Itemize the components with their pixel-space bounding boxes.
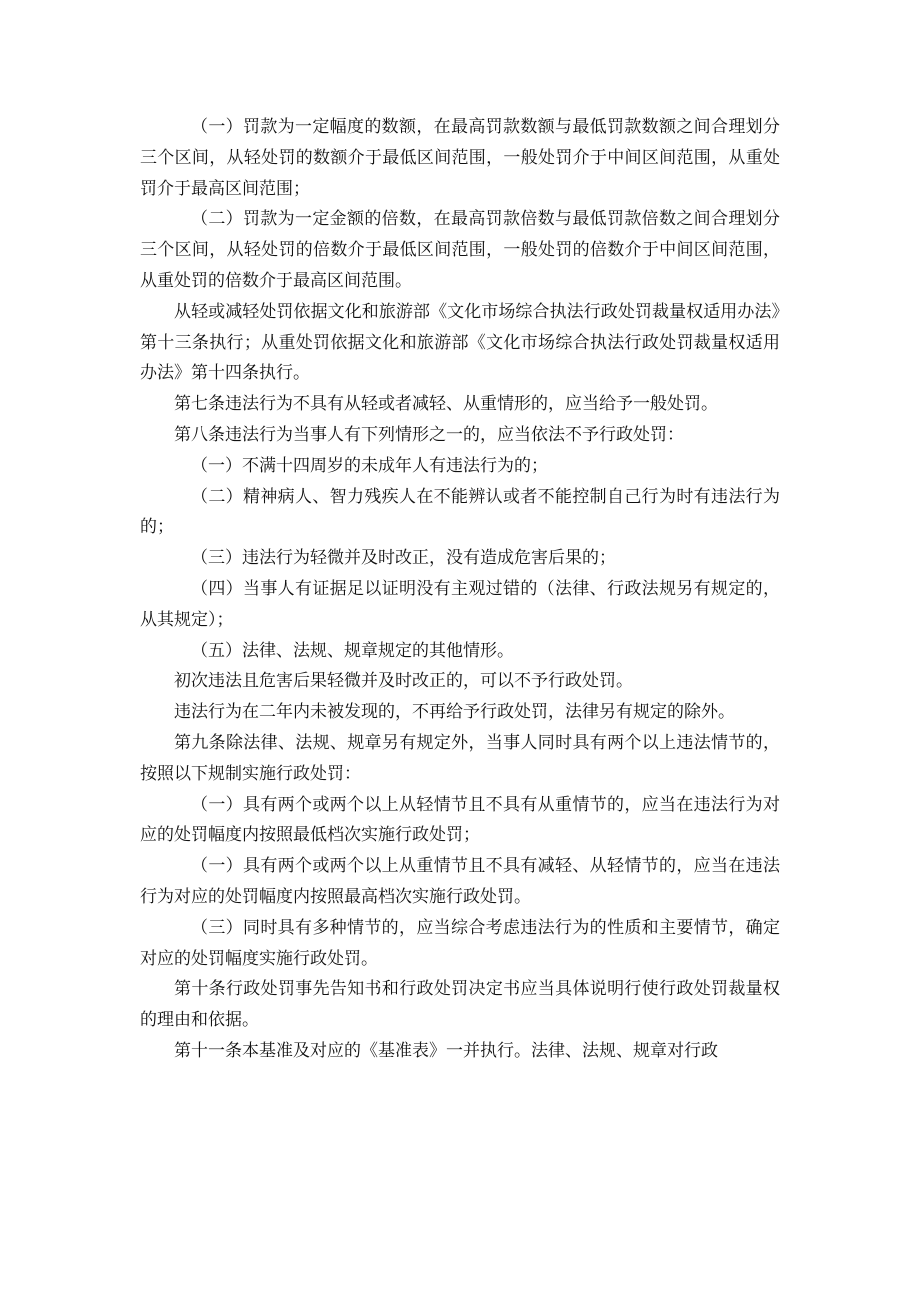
paragraph-article-9-item-1: （一）具有两个或两个以上从轻情节且不具有从重情节的，应当在违法行为对应的处罚幅度内按照最低档次实施行政处罚； xyxy=(140,794,780,846)
paragraph-article-9: 第九条除法律、法规、规章另有规定外，当事人同时具有两个以上违法情节的，按照以下规制实施行政处罚： xyxy=(140,732,780,784)
paragraph-lighter-heavier-basis: 从轻或减轻处罚依据文化和旅游部《文化市场综合执法行政处罚裁量权适用办法》第十三条执行；从重处罚依据文化和旅游部《文化市场综合执法行政处罚裁量权适用办法》第十四条执行。 xyxy=(140,301,780,384)
paragraph-article-11: 第十一条本基准及对应的《基准表》一并执行。法律、法规、规章对行政 xyxy=(174,1040,718,1061)
paragraph-article-9-item-2: （一）具有两个或两个以上从重情节且不具有减轻、从轻情节的，应当在违法行为对应的处罚幅度内按照最高档次实施行政处罚。 xyxy=(140,856,780,907)
paragraph-article-8-item-2: （二）精神病人、智力残疾人在不能辨认或者不能控制自己行为时有违法行为的； xyxy=(140,486,780,538)
document-body xyxy=(140,112,780,1067)
paragraph-article-8-item-1: （一）不满十四周岁的未成年人有违法行为的； xyxy=(191,455,548,476)
paragraph-article-8-item-3: （三）违法行为轻微并及时改正，没有造成危害后果的； xyxy=(191,548,616,569)
paragraph-fine-multiple-range: （二）罚款为一定金额的倍数，在最高罚款倍数与最低罚款倍数之间合理划分三个区间，从轻处罚的倍数介于最低区间范围，一般处罚的倍数介于中间区间范围，从重处罚的倍数介于最高区间范围。 xyxy=(140,209,780,291)
paragraph-fine-amount-range: （一）罚款为一定幅度的数额，在最高罚款数额与最低罚款数额之间合理划分三个区间，从轻处罚的数额介于最低区间范围，一般处罚介于中间区间范围，从重处罚介于最高区间范围； xyxy=(140,117,780,199)
paragraph-article-8-item-4: （四）当事人有证据足以证明没有主观过错的（法律、行政法规另有规定的，从其规定）； xyxy=(140,578,780,630)
paragraph-article-8: 第八条违法行为当事人有下列情形之一的，应当依法不予行政处罚： xyxy=(174,424,684,445)
paragraph-article-10: 第十条行政处罚事先告知书和行政处罚决定书应当具体说明行使行政处罚裁量权的理由和依据。 xyxy=(140,979,780,1031)
paragraph-two-year-limit: 违法行为在二年内未被发现的，不再给予行政处罚，法律另有规定的除外。 xyxy=(174,702,735,723)
paragraph-article-8-item-5: （五）法律、法规、规章规定的其他情形。 xyxy=(191,640,514,661)
paragraph-article-9-item-3: （三）同时具有多种情节的，应当综合考虑违法行为的性质和主要情节，确定对应的处罚幅度实施行政处罚。 xyxy=(140,917,780,969)
paragraph-first-offense: 初次违法且危害后果轻微并及时改正的，可以不予行政处罚。 xyxy=(174,671,633,692)
paragraph-article-7: 第七条违法行为不具有从轻或者减轻、从重情形的，应当给予一般处罚。 xyxy=(174,394,718,415)
